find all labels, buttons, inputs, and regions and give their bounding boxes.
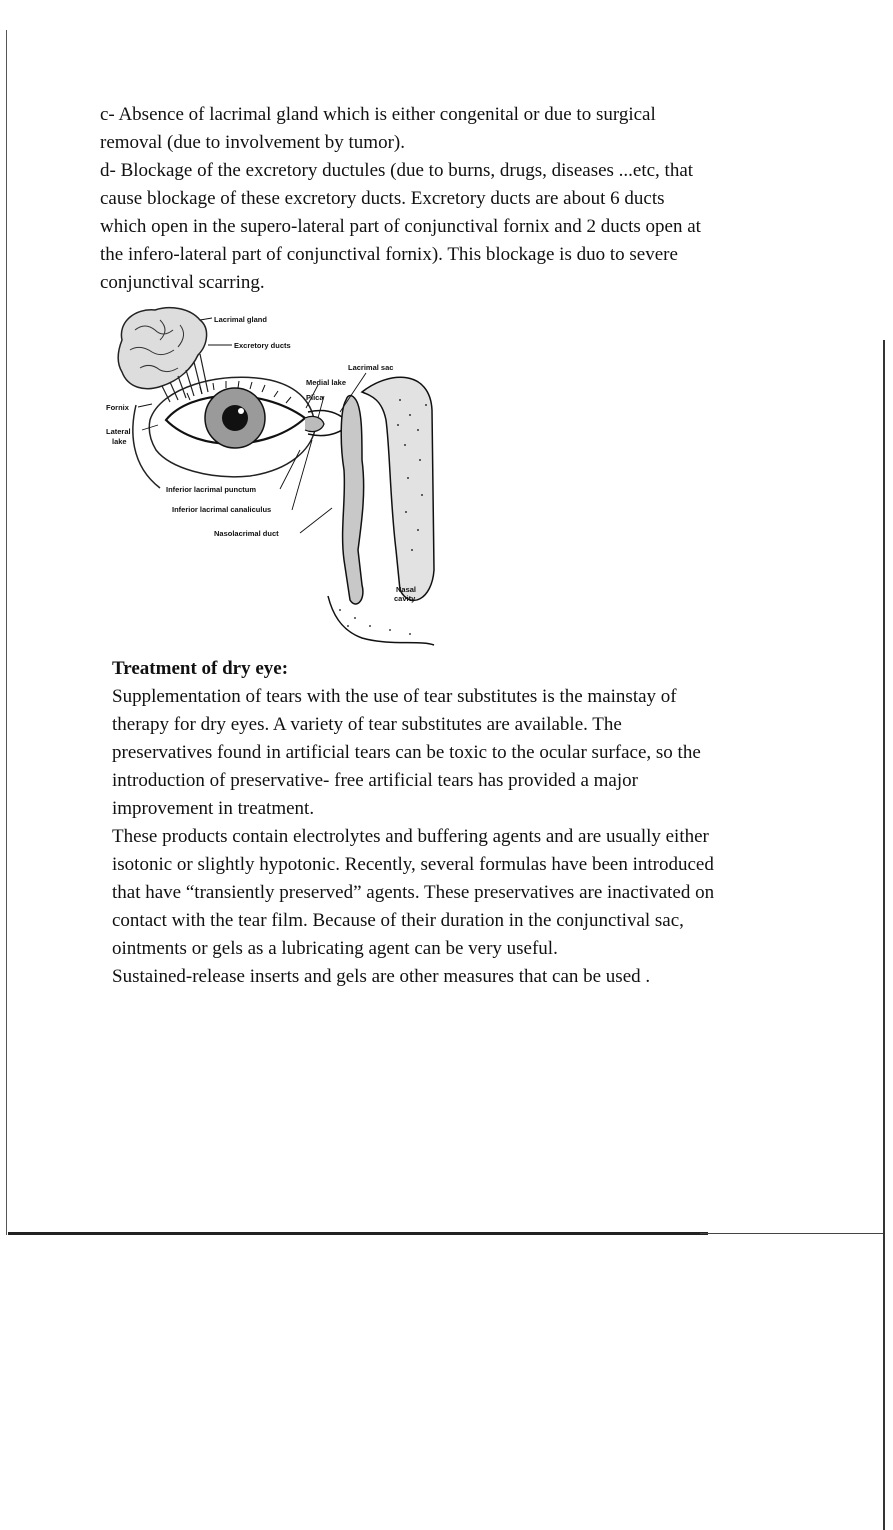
lacrimal-diagram-svg [100,300,440,655]
plica-shape [305,416,324,431]
scan-border-left [6,30,7,1235]
label-fornix: Fornix [106,403,129,412]
scan-border-bottom [8,1232,708,1235]
text-line: d- Blockage of the excretory ductules (due to burns, drugs, diseases ...etc, that [100,160,694,181]
text-line: improvement in treatment. [112,798,315,819]
text-line: which open in the supero-lateral part of conjunctival fornix and 2 ducts open at [100,216,701,237]
label-lateral: Lateral [106,427,131,436]
causes-text-block [100,101,780,297]
label-excretory-ducts: Excretory ducts [234,341,291,350]
text-line: introduction of preservative- free artificial tears has provided a major [112,770,638,791]
treatment-section [112,655,792,991]
label-inferior-canaliculus: Inferior lacrimal canaliculus [172,505,272,514]
text-line: the infero-lateral part of conjunctival fornix). This blockage is duo to severe [100,244,678,265]
scan-border-bottom-thin [700,1233,883,1234]
text-line: Supplementation of tears with the use of tear substitutes is the mainstay of [112,686,677,707]
lacrimal-sac-shape [341,396,363,605]
fornix-line [133,405,160,488]
text-line: isotonic or slightly hypotonic. Recently, several formulas have been introduced [112,854,714,875]
label-lacrimal-sac: Lacrimal sac [348,363,394,372]
label-cavity: cavity [394,594,416,603]
text-line: removal (due to involvement by tumor). [100,132,405,153]
scan-border-right [883,340,885,1530]
label-lacrimal-gland: Lacrimal gland [214,315,267,324]
text-line: cause blockage of these excretory ducts. Excretory ducts are about 6 ducts [100,188,665,209]
label-nasal: Nasal [396,585,417,594]
text-line: Sustained-release inserts and gels are other measures that can be used . [112,966,651,987]
pupil-shape [222,405,248,431]
label-plica: Plica [306,393,324,402]
text-line: conjunctival scarring. [100,272,265,293]
iris-highlight [238,408,244,414]
text-line: These products contain electrolytes and buffering agents and are usually either [112,826,709,847]
label-lake: lake [112,437,127,446]
text-line: ointments or gels as a lubricating agent can be very useful. [112,938,558,959]
text-line: contact with the tear film. Because of their duration in the conjunctival sac, [112,910,684,931]
label-inferior-punctum: Inferior lacrimal punctum [166,485,257,494]
lacrimal-system-diagram [100,300,440,655]
text-line: that have “transiently preserved” agents. These preservatives are inactivated on [112,882,715,903]
text-line: preservatives found in artificial tears can be toxic to the ocular surface, so the [112,742,701,763]
lacrimal-gland-shape [118,308,206,389]
label-nasolacrimal-duct: Nasolacrimal duct [214,529,279,538]
text-line: therapy for dry eyes. A variety of tear substitutes are available. The [112,714,622,735]
treatment-heading: Treatment of dry eye: [112,658,289,679]
nasal-wall-shape [362,377,434,600]
text-line: c- Absence of lacrimal gland which is either congenital or due to surgical [100,104,656,125]
nasal-floor-shape [328,596,434,645]
label-medial-lake: Medial lake [306,378,347,387]
